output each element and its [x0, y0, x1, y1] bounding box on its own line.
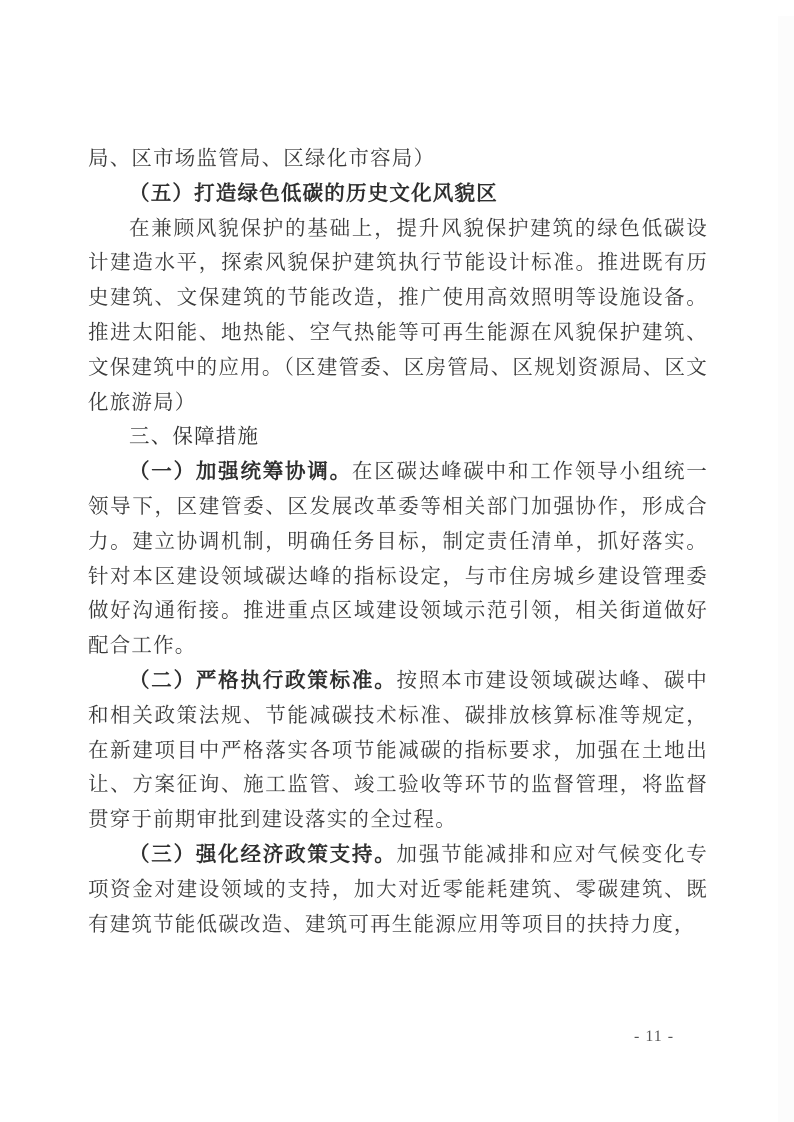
chapter-heading-3: 三、保障措施 [129, 424, 260, 449]
section-5-responsible: （区建管委、区房管局、区规划资源局、区文化旅游局） [88, 354, 708, 414]
measure-lead-2: （二）严格执行政策标准。 [129, 667, 397, 692]
measure-paragraph-3 [88, 837, 708, 941]
continuation-line: 局、区市场监管局、区绿化市容局） [88, 146, 436, 170]
section-heading-5: （五）打造绿色低碳的历史文化风貌区 [129, 180, 498, 205]
measure-lead-1: （一）加强统筹协调。 [129, 459, 352, 484]
scan-edge-strip [778, 16, 794, 1122]
measure-body-2: 按照本市建设领域碳达峰、碳中和相关政策法规、节能减碳技术标准、碳排放核算标准等规定，在新建项目中严格落实各项节能减碳的指标要求，加强在土地出让、方案征询、施工监管、竣工验收等环节的监督管理，将监督贯穿于前期审批到建设落实的全过程。 [88, 667, 708, 832]
document-page [88, 141, 708, 941]
measure-body-1: 在区碳达峰碳中和工作领导小组统一领导下，区建管委、区发展改革委等相关部门加强协作，形成合力。建立协调机制，明确任务目标，制定责任清单，抓好落实。针对本区建设领域碳达峰的指标设定，与市住房城乡建设管理委做好沟通衔接。推进重点区域建设领域示范引领，相关街道做好配合工作。 [88, 459, 708, 658]
measure-paragraph-1 [88, 454, 708, 663]
section-5-body: 在兼顾风貌保护的基础上，提升风貌保护建筑的绿色低碳设计建造水平，探索风貌保护建筑执行节能设计标准。推进既有历史建筑、文保建筑的节能改造，推广使用高效照明等设施设备。推进太阳能、地热能、空气热能等可再生能源在风貌保护建筑、文保建筑中的应用。 [88, 215, 708, 379]
measure-paragraph-2 [88, 663, 708, 837]
section-5-paragraph [88, 211, 708, 420]
measure-body-3: 加强节能减排和应对气候变化专项资金对建设领域的支持，加大对近零能耗建筑、零碳建筑、既有建筑节能低碳改造、建筑可再生能源应用等项目的扶持力度， [88, 841, 708, 936]
measure-lead-3: （三）强化经济政策支持。 [129, 841, 397, 866]
page-number: - 11 - [634, 1028, 675, 1045]
